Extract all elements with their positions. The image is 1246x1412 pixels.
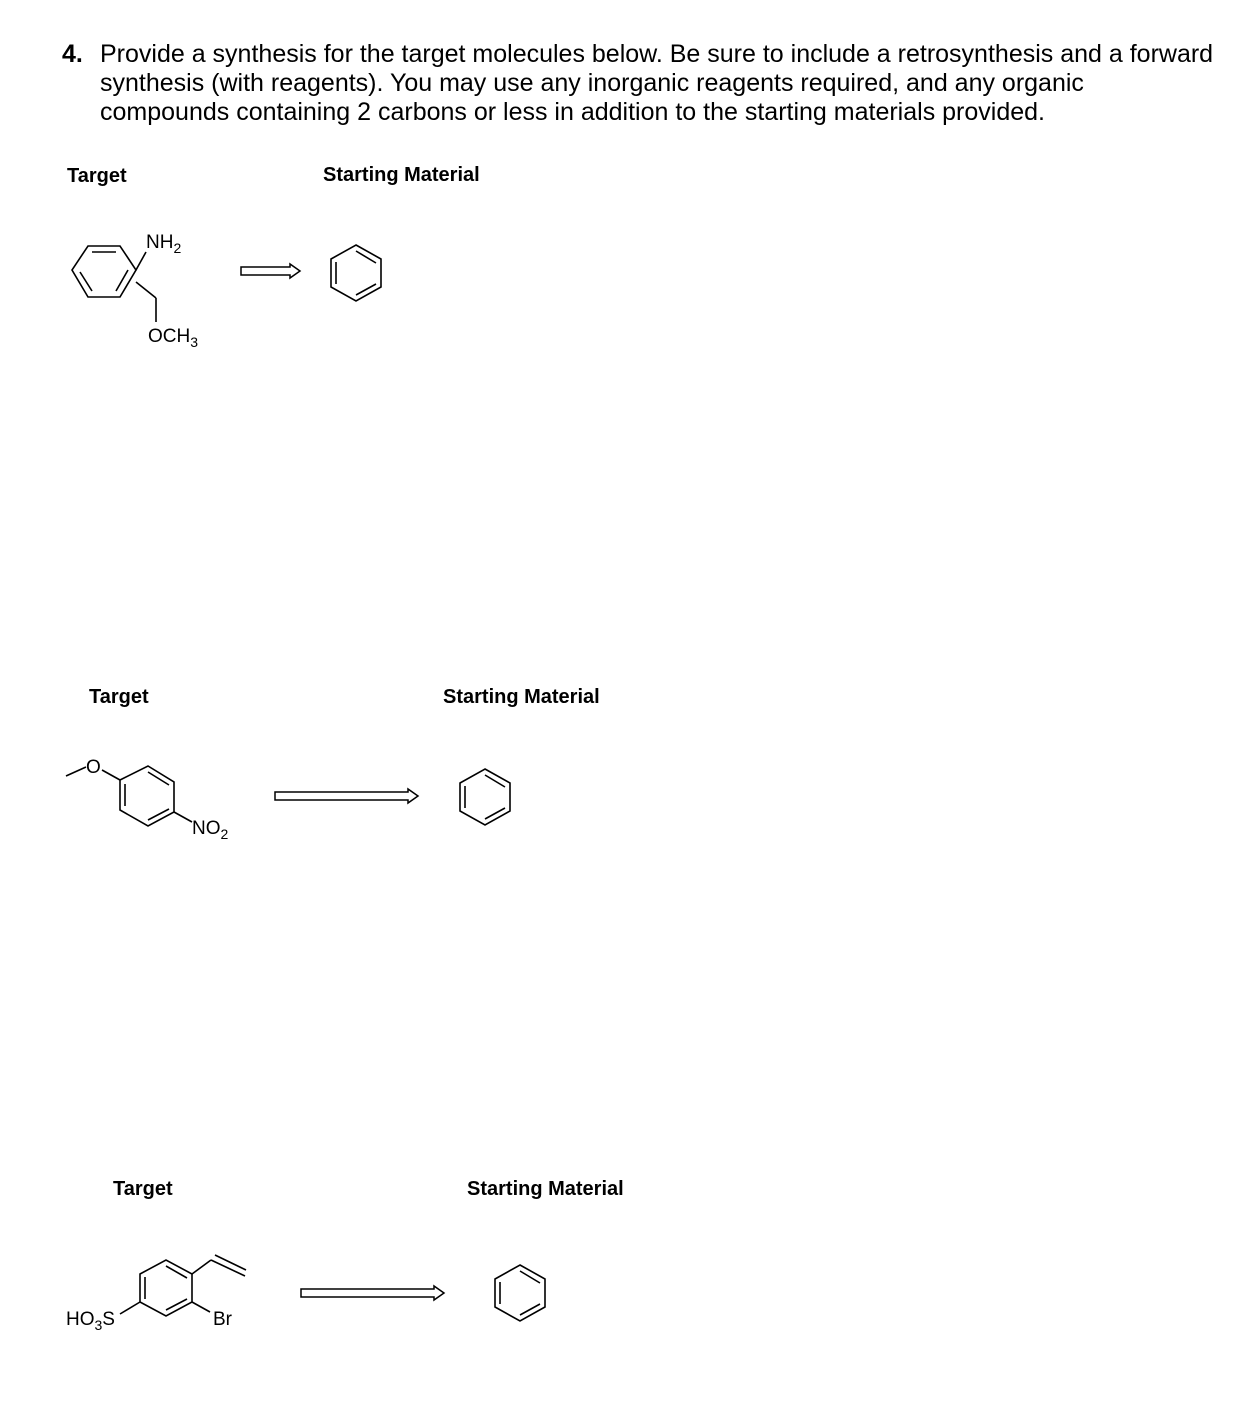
sulfonic-acid-label: $HO_3S$	[66, 1309, 115, 1333]
starting-material-label-2: Starting Material	[443, 686, 600, 708]
bromo-label: Br	[213, 1309, 232, 1330]
target-label-2: Target	[89, 686, 149, 708]
starting-material-label-3: Starting Material	[467, 1178, 624, 1200]
target-label-3: Target	[113, 1178, 173, 1200]
question-number: 4.	[62, 40, 83, 68]
retro-arrow-3	[300, 1285, 446, 1301]
ether-oxygen-label: O	[86, 757, 101, 778]
amine-label: $NH_2$	[146, 232, 182, 256]
target-label-1: Target	[67, 165, 127, 187]
starting-material-label-1: Starting Material	[323, 164, 480, 186]
nitro-label: $NO_2$	[192, 818, 229, 842]
question-text: Provide a synthesis for the target molecules below. Be sure to include a retrosynthesis and a forward synthesis (with reagents). You may use any inorganic reagents required, and any organic compounds containing 2 carbons or less in addition to the starting materials provided.	[100, 40, 1214, 126]
starting-benzene-3	[492, 1262, 552, 1322]
benzene-ring	[140, 1260, 192, 1316]
methoxy-label: $OCH_3$	[148, 326, 199, 350]
